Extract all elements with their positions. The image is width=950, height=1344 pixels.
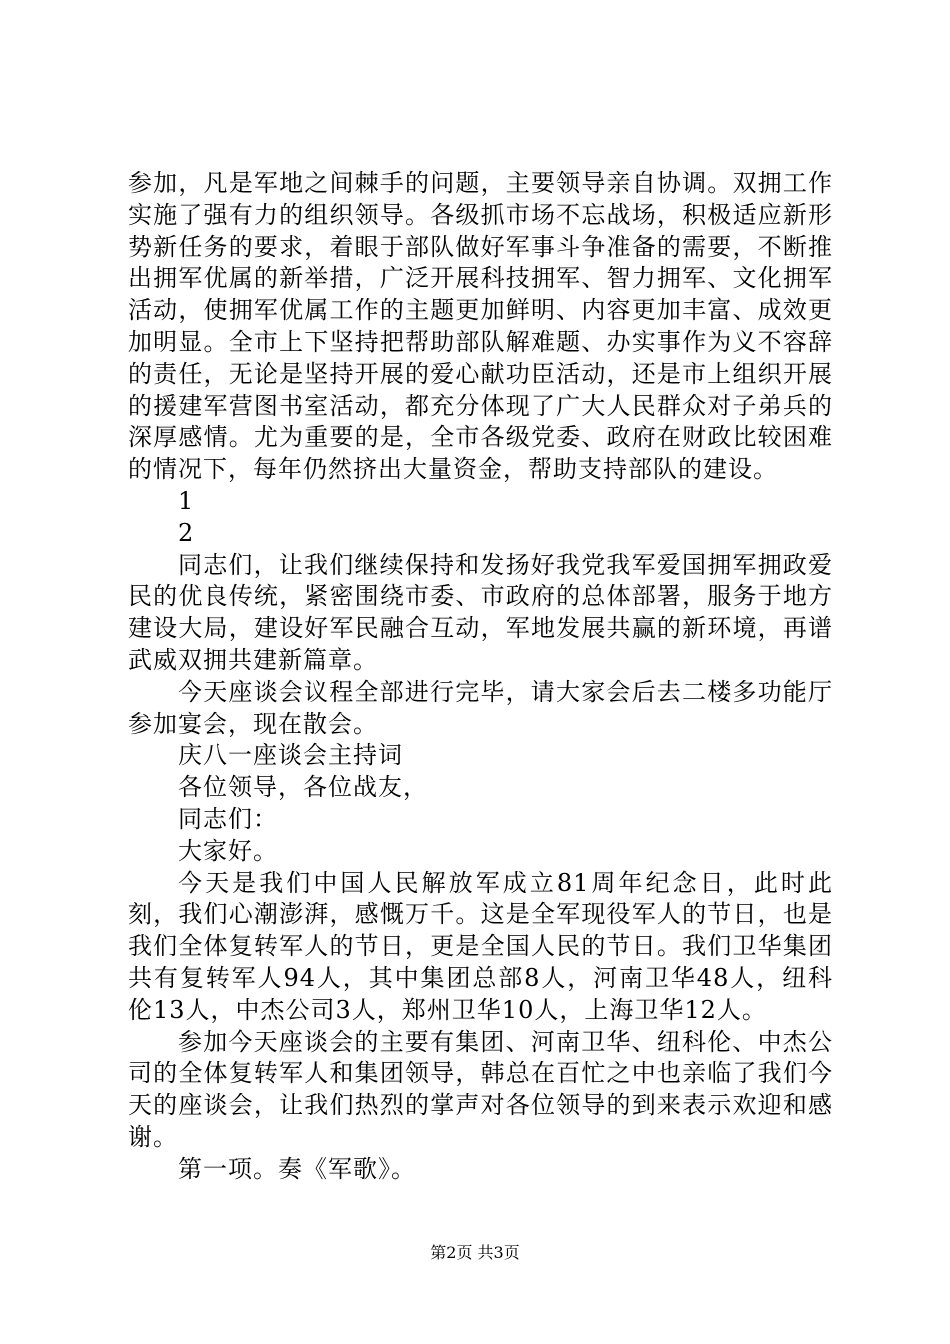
paragraph: 同志们：: [178, 804, 278, 833]
paragraph: 1: [178, 486, 195, 515]
paragraph: 大家好。: [178, 836, 278, 865]
paragraph: 2: [178, 518, 195, 547]
paragraph: 今天座谈会议程全部进行完毕，请大家会后去二楼多功能厅参加宴会，现在散会。: [128, 677, 833, 738]
paragraph-heading: 庆八一座谈会主持词: [178, 741, 403, 770]
paragraph: 第一项。奏《军歌》。: [178, 1154, 416, 1183]
page-footer: 第2页 共3页: [430, 1243, 520, 1262]
paragraph: 今天是我们中国人民解放军成立81周年纪念日，此时此刻，我们心潮澎湃，感慨万千。这是全军现役军人的节日，也是我们全体复转军人的节日，更是全国人民的节日。我们卫华集团共有复转军人94人，其中集团总部8人，河南卫华48人，纽科伦13人，中杰公司3人，郑州卫华10人，上海卫华12人。: [128, 868, 833, 1024]
document-body: [128, 168, 833, 1186]
paragraph: 同志们，让我们继续保持和发扬好我党我军爱国拥军拥政爱民的优良传统，紧密围绕市委、市政府的总体部署，服务于地方建设大局，建设好军民融合互动，军地发展共赢的新环境，再谱武威双拥共建新篇章。: [128, 550, 833, 674]
paragraph: 参加，凡是军地之间棘手的问题，主要领导亲自协调。双拥工作实施了强有力的组织领导。各级抓市场不忘战场，积极适应新形势新任务的要求，着眼于部队做好军事斗争准备的需要，不断推出拥军优属的新举措，广泛开展科技拥军、智力拥军、文化拥军活动，使拥军优属工作的主题更加鲜明、内容更加丰富、成效更加明显。全市上下坚持把帮助部队解难题、办实事作为义不容辞的责任，无论是坚持开展的爱心献功臣活动，还是市上组织开展的援建军营图书室活动，都充分体现了广大人民群众对子弟兵的深厚感情。尤为重要的是，全市各级党委、政府在财政比较困难的情况下，每年仍然挤出大量资金，帮助支持部队的建设。: [128, 169, 833, 484]
paragraph: 参加今天座谈会的主要有集团、河南卫华、纽科伦、中杰公司的全体复转军人和集团领导，韩总在百忙之中也亲临了我们今天的座谈会，让我们热烈的掌声对各位领导的到来表示欢迎和感谢。: [128, 1027, 833, 1151]
paragraph: 各位领导，各位战友，: [178, 773, 428, 802]
